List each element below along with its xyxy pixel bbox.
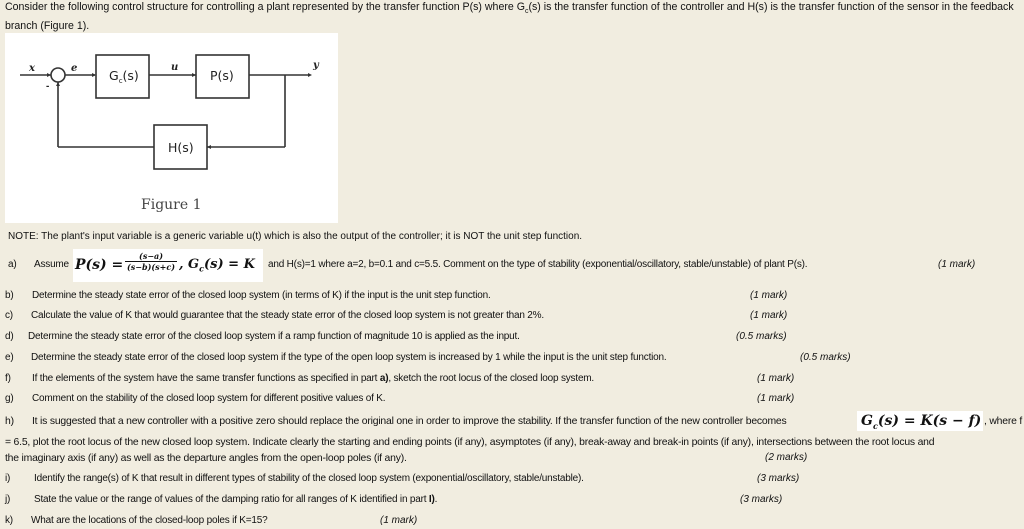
question-k-marks: (1 mark)	[380, 515, 418, 526]
question-f-marks: (1 mark)	[757, 373, 795, 384]
question-j-label: j)	[5, 494, 11, 505]
question-a-marks: (1 mark)	[938, 259, 976, 270]
question-b-marks: (1 mark)	[750, 290, 788, 301]
question-f-text: If the elements of the system have the same transfer functions as specified in part a), sketch the root locus of the closed loop system.	[32, 373, 595, 384]
plant-tf-lhs: P(s) =	[75, 257, 124, 273]
question-g-label: g)	[5, 393, 14, 404]
question-d-marks: (0.5 marks)	[736, 331, 787, 342]
controller-tf: , $G_c(s) = K$	[179, 257, 255, 274]
question-g-text: Comment on the stability of the closed loop system for different positive values of K.	[32, 393, 386, 404]
figure-caption: Figure 1	[141, 197, 202, 213]
question-b-label: b)	[5, 290, 14, 301]
question-e-marks: (0.5 marks)	[800, 352, 851, 363]
question-e-label: e)	[5, 352, 14, 363]
plant-tf-fraction	[125, 251, 177, 272]
question-k-text: What are the locations of the closed-loop poles if K=15?	[31, 515, 268, 526]
figure-1-block-diagram	[5, 33, 338, 223]
intro-paragraph	[5, 0, 1015, 34]
intro-subscript: c	[524, 8, 529, 16]
block-diagram-svg	[5, 33, 338, 223]
plant-tf-denominator: (s−b)(s+c)	[127, 262, 176, 272]
question-h-text-line3: the imaginary axis (if any) as well as the departure angles from the open-loop poles (if any).	[5, 453, 407, 464]
question-j-text: State the value or the range of values of the damping ratio for all ranges of K identified in part I).	[34, 494, 438, 505]
question-h-text-line1-end: , where f	[984, 416, 1023, 427]
plant-block-label: P(s)	[210, 68, 234, 83]
question-a-prefix: Assume	[34, 259, 69, 270]
feedback-minus-sign: -	[46, 81, 50, 92]
question-i-marks: (3 marks)	[757, 473, 800, 484]
question-i-text: Identify the range(s) of K that result in different types of stability of the closed loop system (exponential/oscillatory, stable/unstable).	[34, 473, 584, 484]
question-g-marks: (1 mark)	[757, 393, 795, 404]
question-c-text: Calculate the value of K that would guarantee that the steady state error of the closed loop system is not greater than 2%.	[31, 310, 544, 321]
controller-block-label: $G_c(s)$	[109, 68, 139, 85]
part-a-reference: a)	[379, 373, 389, 384]
part-i-reference: I)	[428, 494, 435, 505]
signal-e-label: e	[71, 63, 78, 74]
signal-x-label: x	[29, 63, 35, 74]
question-a-label: a)	[8, 259, 17, 270]
question-k-label: k)	[5, 515, 13, 526]
signal-u-label: u	[171, 62, 179, 73]
intro-text-1: Consider the following control structure for controlling a plant represented by the transfer function P(s) where G	[5, 1, 525, 13]
question-d-label: d)	[5, 331, 14, 342]
question-d-text: Determine the steady state error of the closed loop system if a ramp function of magnitude 10 is applied as the input.	[28, 331, 520, 342]
question-e-text: Determine the steady state error of the closed loop system if the type of the open loop system is increased by 1 while the input is the unit step function.	[31, 352, 667, 363]
question-b-text: Determine the steady state error of the closed loop system (in terms of K) if the input is the unit step function.	[32, 290, 491, 301]
question-h-text-line1: It is suggested that a new controller with a positive zero should replace the original one in order to improve the stability. If the transfer function of the new controller becomes	[32, 416, 787, 427]
question-f-label: f)	[5, 373, 11, 384]
signal-y-label: y	[313, 60, 319, 71]
question-h-text-line2: = 6.5, plot the root locus of the new closed loop system. Indicate clearly the starting and ending points (if any), asymptotes (if any), break-away and break-in points (if any), intersections between the root locus and	[5, 437, 935, 448]
note-text: NOTE: The plant's input variable is a generic variable u(t) which is also the output of the controller; it is NOT the unit step function.	[8, 231, 583, 242]
question-i-label: i)	[5, 473, 11, 484]
question-h-label: h)	[5, 416, 14, 427]
question-h-marks: (2 marks)	[765, 452, 808, 463]
question-c-marks: (1 mark)	[750, 310, 788, 321]
question-c-label: c)	[5, 310, 13, 321]
question-j-marks: (3 marks)	[740, 494, 783, 505]
question-a-text: and H(s)=1 where a=2, b=0.1 and c=5.5. Comment on the type of stability (exponential/oscillatory, stable/unstable) of plant P(s).	[268, 259, 808, 270]
sensor-block-label: H(s)	[168, 140, 194, 155]
plant-tf-numerator: (s−a)	[125, 251, 177, 262]
new-controller-formula: $G_c(s) = K(s - f)$	[857, 411, 983, 431]
intro-text-2: (s) is the transfer function of the controller and H(s) is the transfer function of the sensor in the feedback branch (Figure 1).	[5, 1, 1014, 33]
question-a-formula	[73, 249, 263, 282]
